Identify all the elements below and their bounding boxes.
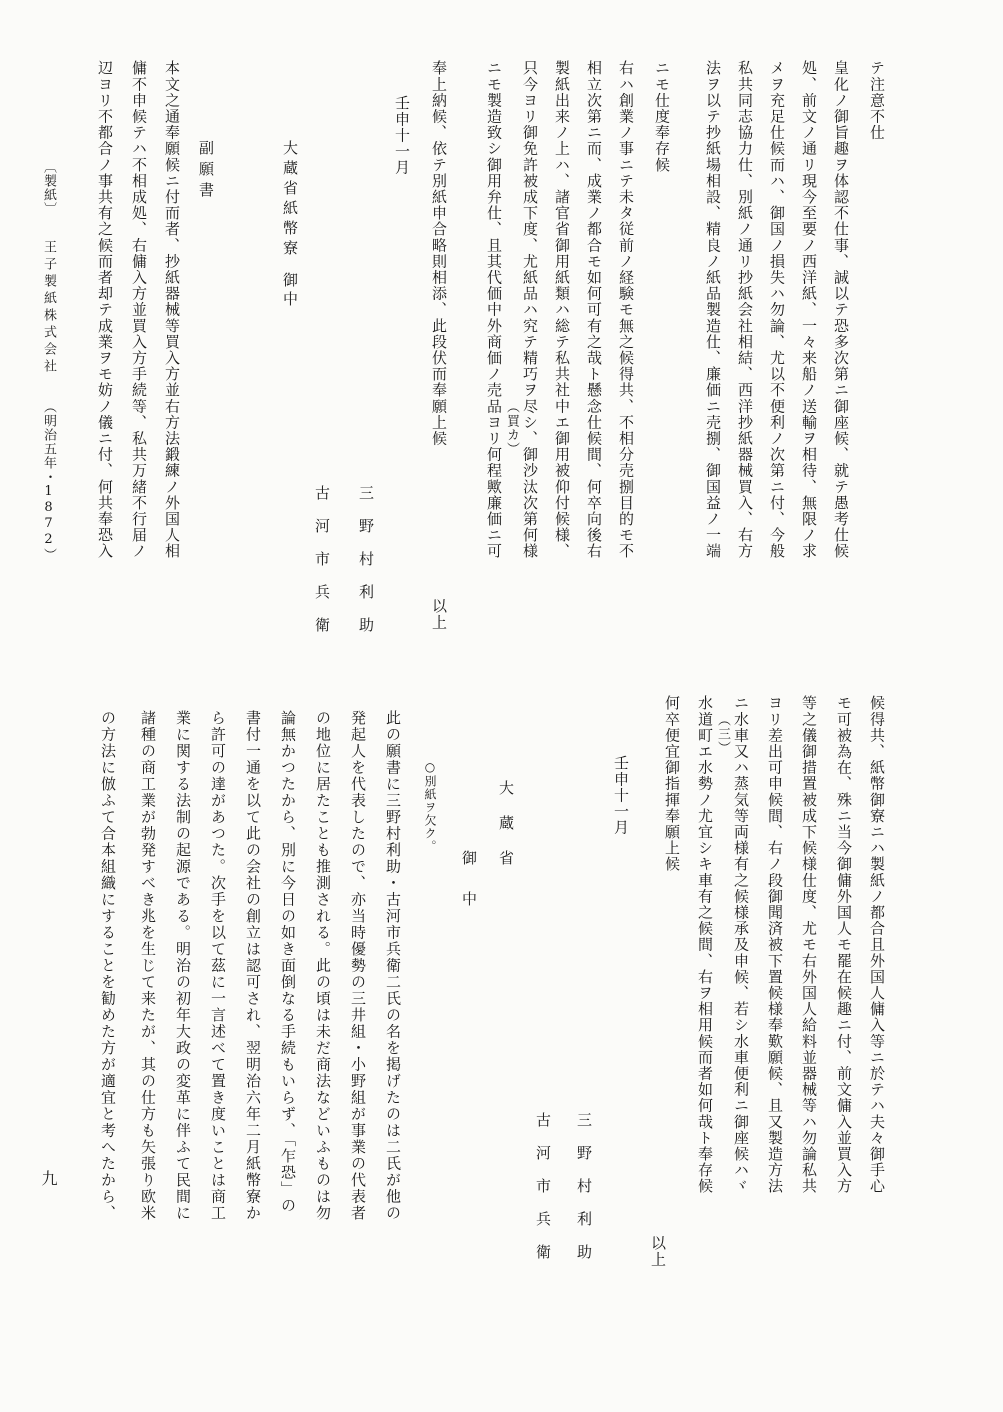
upper-line-7: ニモ仕度奉存候 — [653, 60, 671, 173]
upper-date: 壬申十一月 — [393, 95, 411, 176]
upper-sub-line-1: 本文之通奉願候ニ付而者、抄紙器械等買入方並右方法鍛練ノ外国人相 — [163, 60, 181, 560]
upper-sub-line-3: 辺ヨリ不都合ノ事共有之候而者却テ成業ヲモ妨ノ儀ニ付、何共奉恐入 — [96, 60, 114, 560]
upper-closing: 以上 — [430, 598, 448, 631]
upper-signer-2: 古河市兵衛 — [313, 485, 331, 650]
upper-line-13: 奉上納候、依テ別紙申合略則相添、此段伏而奉願上候 — [430, 60, 448, 447]
upper-line-4: メヲ充足仕候而ハ、御国ノ損失ハ勿論、尤以不便利ノ次第ニ付、今般 — [768, 60, 786, 560]
lower-line-5: ニ水車又ハ蒸気等両様有之候様承及申候、若シ水車便利ニ御座候ハヾ — [732, 695, 750, 1195]
commentary-line-4: 論無かつたから、別に今日の如き面倒なる手続もいらず、「乍恐」の — [279, 710, 297, 1214]
upper-signer-1: 三野村利助 — [357, 485, 375, 650]
commentary-line-8: 諸種の商工業が勃発すべき兆を生じて来たが、其の仕方も矢張り欧米 — [139, 710, 157, 1222]
lower-line-4: ヨリ差出可申候間、右ノ段御聞済被下置候様奉歎願候、且又製造方法 — [766, 695, 784, 1195]
lower-annotation: （三） — [715, 713, 730, 755]
upper-sub-line-2: 傭不申候テハ不相成処、右傭入方並買入方手続等、私共万緒不行届ノ — [130, 60, 148, 560]
upper-line-6: 法ヲ以テ抄紙場相設、精良ノ紙品製造仕、廉価ニ売捌、御国益ノ一端 — [704, 60, 722, 560]
upper-line-12: ニモ製造致シ御用弁仕、且其代価中外商価ノ売品ヨリ何程歟廉価ニ可 — [485, 60, 503, 560]
upper-line-2: 皇化ノ御旨趣ヲ体認不仕事、誠以テ恐多次第ニ御座候、就テ愚考仕候 — [832, 60, 850, 560]
upper-sub-title: 副願書 — [197, 140, 215, 203]
lower-line-2: モ可被為在、殊ニ当今御傭外国人モ罷在候趣ニ付、前文傭入並買入方 — [835, 695, 853, 1195]
source-label: 〔製紙〕 — [41, 160, 56, 216]
commentary-line-6: ら許可の達があつた。次手を以て茲に一言述べて置き度いことは商工 — [209, 710, 227, 1222]
lower-addressee-honorific: 御中 — [460, 850, 478, 932]
lower-date: 壬申十一月 — [612, 755, 630, 836]
commentary-line-1: 此の願書に三野村利助・古河市兵衛二氏の名を掲げたのは二氏が他の — [384, 710, 402, 1222]
lower-note: ○別紙ヲ欠ク。 — [423, 760, 437, 853]
lower-line-1: 候得共、紙幣御寮ニハ製紙ノ都合且外国人傭入等ニ於テハ夫々御手心 — [868, 695, 886, 1195]
upper-line-9: 相立次第ニ而、成業ノ都合モ如何可有之哉ト懸念仕候間、何卒向後右 — [585, 60, 603, 560]
page-number: 九 — [39, 1170, 58, 1188]
commentary-line-5: 書付一通を以て此の会社の創立は認可され、翌明治六年二月紙幣寮か — [244, 710, 262, 1222]
lower-line-6: 水道町エ水勢ノ尤宜シキ車有之候間、右ヲ相用候而者如何哉ト奉存候 — [696, 695, 714, 1195]
lower-signer-2: 古河市兵衛 — [534, 1112, 552, 1277]
upper-addressee-honorific: 御中 — [281, 272, 299, 310]
upper-line-11: 只今ヨリ御免許被成下度、尤紙品ハ究テ精巧ヲ尽シ、御沙汰次第何様 — [521, 60, 539, 560]
upper-addressee-office: 大蔵省紙幣寮 — [281, 140, 299, 260]
lower-line-7: 何卒便宜御指揮奉願上候 — [663, 695, 681, 873]
commentary-line-2: 発起人を代表したので、亦当時優勢の三井組・小野組が事業の代表者 — [349, 710, 367, 1222]
lower-closing: 以上 — [649, 1235, 667, 1268]
upper-line-3: 処、前文ノ通リ現今至要ノ西洋紙、一々来船ノ送輸ヲ相待、無限ノ求 — [800, 60, 818, 560]
upper-line-1: テ注意不仕 — [868, 60, 886, 141]
lower-signer-1: 三野村利助 — [575, 1112, 593, 1277]
source-year: （明治五年・1872） — [41, 400, 56, 562]
upper-line-8: 右ハ創業ノ事ニテ未タ従前ノ経験モ無之候得共、不相分売捌目的モ不 — [617, 60, 635, 560]
commentary-line-3: の地位に居たことも推測される。此の頃は未だ商法などいふものは勿 — [314, 710, 332, 1222]
lower-addressee-office: 大蔵省 — [497, 780, 515, 885]
commentary-line-7: 業に関する法制の起源である。明治の初年大政の変革に伴ふて民間に — [174, 710, 192, 1222]
upper-line-10: 製紙出来ノ上ハ、諸官省御用紙類ハ総テ私共社中エ御用被仰付候様、 — [553, 60, 571, 560]
commentary-line-9: の方法に倣ふて合本組織にすることを勧めた方が適宜と考へたから、 — [99, 710, 117, 1222]
lower-line-3: 等之儀御措置被成下候様仕度、尤モ右外国人給料並器械等ハ勿論私共 — [800, 695, 818, 1195]
upper-line-5: 私共同志協力仕、別紙ノ通リ抄紙会社相結、西洋抄紙器械買入、右方 — [736, 60, 754, 560]
source-publisher: 王子製紙株式会社 — [41, 240, 56, 376]
upper-annotation: （買カ） — [504, 400, 519, 456]
